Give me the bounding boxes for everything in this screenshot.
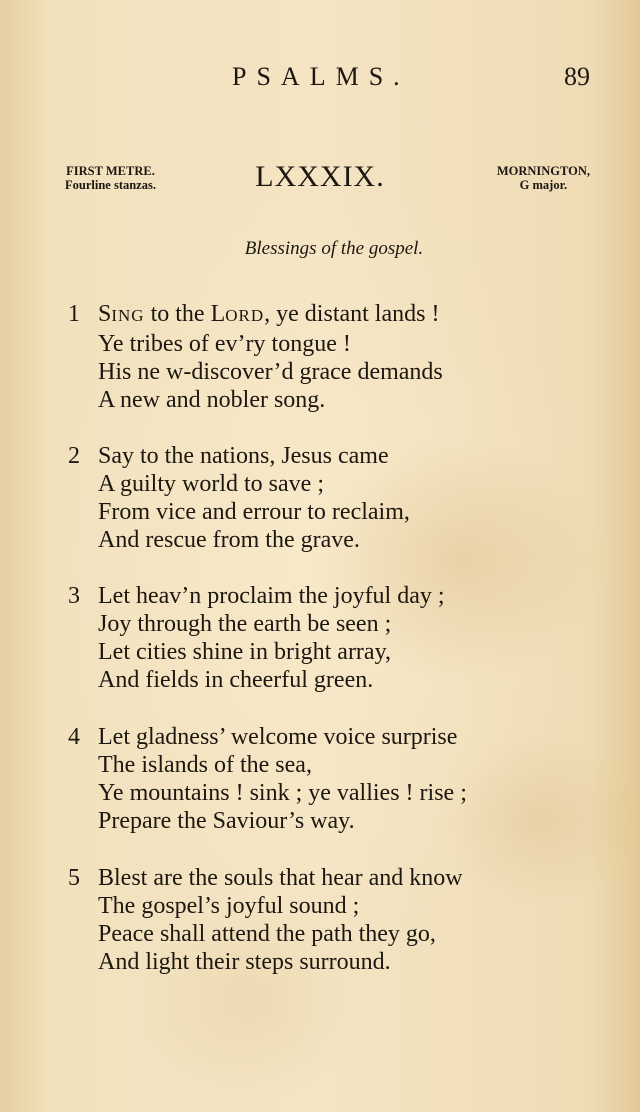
stanza-5 (68, 864, 463, 976)
tune-line-1: MORNINGTON, (496, 164, 590, 178)
small-caps-text: ING (111, 306, 145, 325)
stanza-line: Let heav’n proclaim the joyful day ; (98, 583, 445, 609)
stanza-4 (68, 723, 467, 835)
stanza-line (98, 300, 443, 330)
running-title: PSALMS. (232, 62, 410, 91)
stanza-line: Let cities shine in bright array, (98, 639, 392, 665)
stanza-line: A guilty world to save ; (98, 471, 324, 497)
lord-initial: L (210, 301, 226, 327)
stanza-line: The islands of the sea, (98, 752, 312, 778)
stanza-2 (68, 442, 410, 554)
stanza-line: Blest are the souls that hear and know (98, 865, 463, 891)
stanza-line: From vice and errour to reclaim, (98, 499, 410, 525)
metre-line-2: Fourline stanzas. (65, 178, 156, 192)
stanza-line: Ye tribes of ev’ry tongue ! (98, 331, 351, 357)
stanza-line: A new and nobler song. (98, 387, 326, 413)
stanza-line: Joy through the earth be seen ; (98, 611, 392, 637)
stanza-line: And fields in cheerful green. (98, 667, 374, 693)
stanza-number: 3 (68, 583, 80, 609)
stanza-number: 5 (68, 865, 80, 891)
stanza-number: 2 (68, 443, 80, 469)
stanza-line: And light their steps surround. (98, 949, 391, 975)
small-caps-text: ORD (225, 306, 265, 325)
stanza-number: 1 (68, 301, 80, 327)
stanza-line: Say to the nations, Jesus came (98, 443, 389, 469)
tune-line-2: G major. (519, 178, 568, 192)
stanza-line: The gospel’s joyful sound ; (98, 893, 360, 919)
drop-initial: S (98, 301, 112, 327)
tune-label (497, 164, 590, 192)
stanza-line: His ne w-discover’d grace demands (98, 359, 443, 385)
page-number: 89 (564, 62, 590, 91)
stanza-3 (68, 582, 445, 694)
psalm-subtitle: Blessings of the gospel. (244, 238, 424, 259)
stanza-line: Let gladness’ welcome voice surprise (98, 724, 458, 750)
psalm-number: LXXXIX. (255, 160, 385, 193)
stanza-1 (68, 300, 443, 414)
metre-line-1: FIRST METRE. (66, 164, 155, 178)
line-text: to the (144, 301, 211, 327)
line-text: , ye distant lands ! (264, 301, 440, 327)
stanza-line: Prepare the Saviour’s way. (98, 808, 355, 834)
stanza-line: Ye mountains ! sink ; ye vallies ! rise ; (98, 780, 467, 806)
stanza-number: 4 (68, 724, 80, 750)
stanza-line: Peace shall attend the path they go, (98, 921, 436, 947)
stanza-line: And rescue from the grave. (98, 527, 360, 553)
